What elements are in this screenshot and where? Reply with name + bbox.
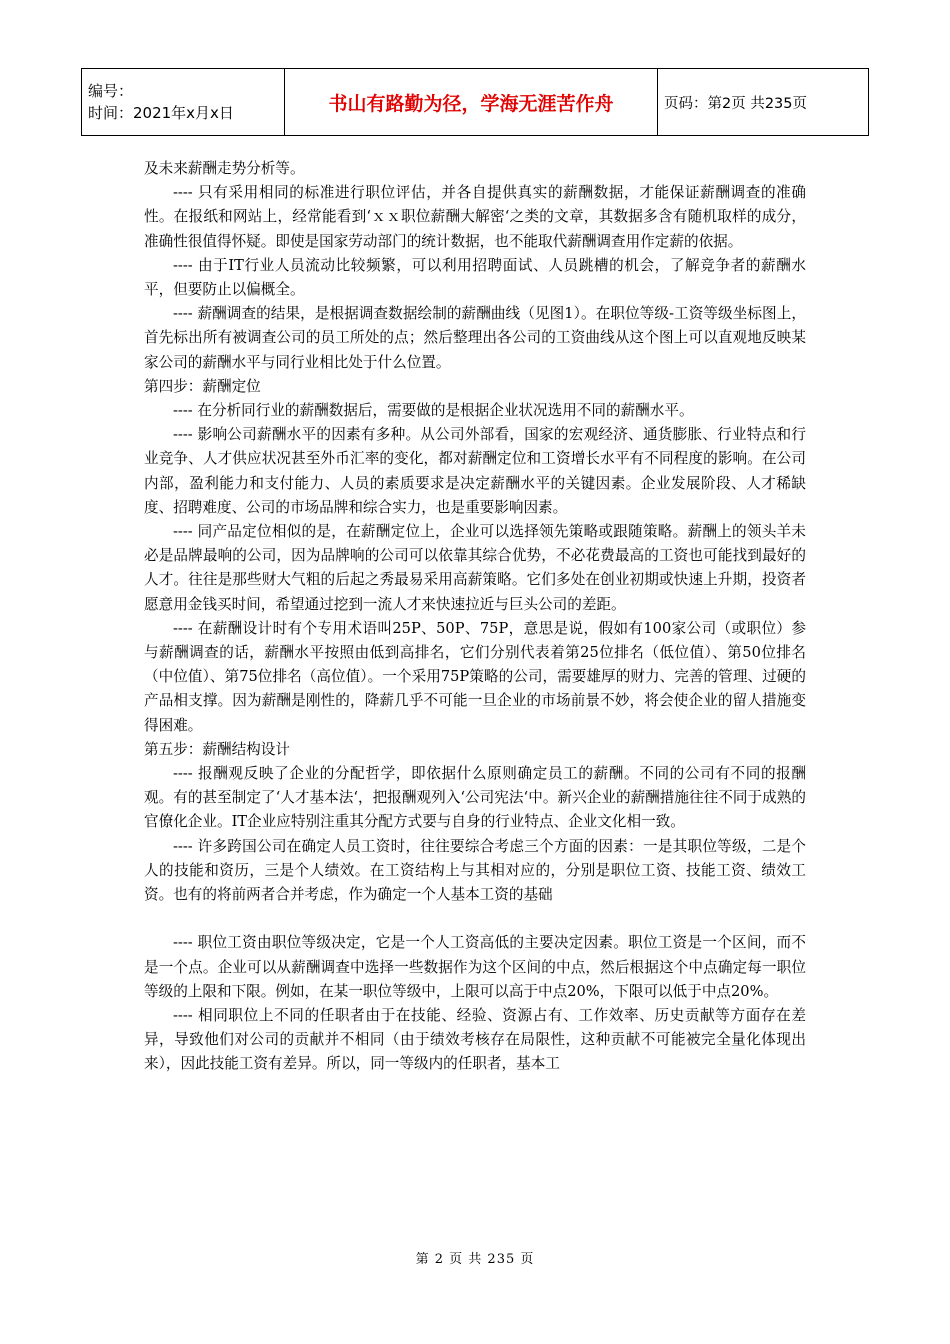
paragraph: ---- 影响公司薪酬水平的因素有多种。从公司外部看，国家的宏观经济、通货膨胀、行业特点和行业竞争、人才供应状况甚至外币汇率的变化，都对薪酬定位和工资增长水平有不同程度的影响。在公司内部，盈利能力和支付能力、人员的素质要求是决定薪酬水平的关键因素。企业发展阶段、人才稀缺度、招聘难度、公司的市场品牌和综合实力，也是重要影响因素。 [144, 426, 806, 516]
document-date: 时间：2021年x月x日 [88, 104, 234, 122]
header-motto: 书山有路勤为径，学海无涯苦作舟 [285, 69, 658, 136]
paragraph: ---- 薪酬调查的结果，是根据调查数据绘制的薪酬曲线（见图1）。在职位等级-工资等级坐标图上，首先标出所有被调查公司的员工所处的点；然后整理出各公司的工资曲线从这个图上可以直观地反映某家公司的薪酬水平与同行业相比处于什么位置。 [144, 305, 806, 371]
section-heading: 第五步：薪酬结构设计 [144, 740, 290, 758]
header-meta [82, 69, 285, 136]
paragraph: ---- 许多跨国公司在确定人员工资时，往往要综合考虑三个方面的因素：一是其职位等级，二是个人的技能和资历，三是个人绩效。在工资结构上与其相对应的，分别是职位工资、技能工资、绩效工资。也有的将前两者合并考虑，作为确定一个人基本工资的基础 [144, 837, 806, 904]
paragraph: ---- 相同职位上不同的任职者由于在技能、经验、资源占有、工作效率、历史贡献等方面存在差异，导致他们对公司的贡献并不相同（由于绩效考核存在局限性，这种贡献不可能被完全量化体现出来），因此技能工资有差异。所以，同一等级内的任职者，基本工 [144, 1006, 806, 1073]
paragraph: ---- 在薪酬设计时有个专用术语叫25P、50P、75P，意思是说，假如有100家公司（或职位）参与薪酬调查的话，薪酬水平按照由低到高排名，它们分别代表着第25位排名（低位值）、第50位排名（中位值）、第75位排名（高位值）。一个采用75P策略的公司，需要雄厚的财力、完善的管理、过硬的产品相支撑。因为薪酬是刚性的，降薪几乎不可能一旦企业的市场前景不妙，将会使企业的留人措施变得困难。 [144, 619, 806, 734]
page-footer: 第 2 页 共 235 页 [415, 1252, 535, 1267]
paragraph: ---- 报酬观反映了企业的分配哲学，即依据什么原则确定员工的薪酬。不同的公司有不同的报酬观。有的甚至制定了‘人才基本法‘，把报酬观列入‘公司宪法‘中。新兴企业的薪酬措施往往不同于成熟的官僚化企业。IT企业应特别注重其分配方式要与自身的行业特点、企业文化相一致。 [144, 765, 806, 831]
paragraph: ---- 由于IT行业人员流动比较频繁，可以利用招聘面试、人员跳槽的机会，了解竞争者的薪酬水平，但要防止以偏概全。 [144, 256, 806, 299]
paragraph: ---- 在分析同行业的薪酬数据后，需要做的是根据企业状况选用不同的薪酬水平。 [173, 402, 694, 420]
page-header [81, 68, 869, 136]
header-page-info: 页码：第2页 共235页 [658, 69, 869, 136]
paragraph: ---- 同产品定位相似的是，在薪酬定位上，企业可以选择领先策略或跟随策略。薪酬上的领头羊未必是品牌最响的公司，因为品牌响的公司可以依靠其综合优势，不必花费最高的工资也可能找到最好的人才。往往是那些财大气粗的后起之秀最易采用高薪策略。它们多处在创业初期或快速上升期，投资者愿意用金钱买时间，希望通过挖到一流人才来快速拉近与巨头公司的差距。 [144, 523, 806, 613]
document-body [144, 157, 806, 1077]
paragraph: ---- 只有采用相同的标准进行职位评估，并各自提供真实的薪酬数据，才能保证薪酬调查的准确性。在报纸和网站上，经常能看到‘ｘｘ职位薪酬大解密‘之类的文章，其数据多含有随机取样的成分，准确性很值得怀疑。即使是国家劳动部门的统计数据，也不能取代薪酬调查用作定薪的依据。 [144, 184, 806, 250]
document-number-label: 编号： [88, 82, 134, 100]
section-heading: 第四步：薪酬定位 [144, 377, 261, 395]
paragraph: ---- 职位工资由职位等级决定，它是一个人工资高低的主要决定因素。职位工资是一个区间，而不是一个点。企业可以从薪酬调查中选择一些数据作为这个区间的中点，然后根据这个中点确定每一职位等级的上限和下限。例如，在某一职位等级中，上限可以高于中点20%，下限可以低于中点20%。 [144, 934, 806, 1000]
paragraph: 及未来薪酬走势分析等。 [144, 160, 305, 177]
